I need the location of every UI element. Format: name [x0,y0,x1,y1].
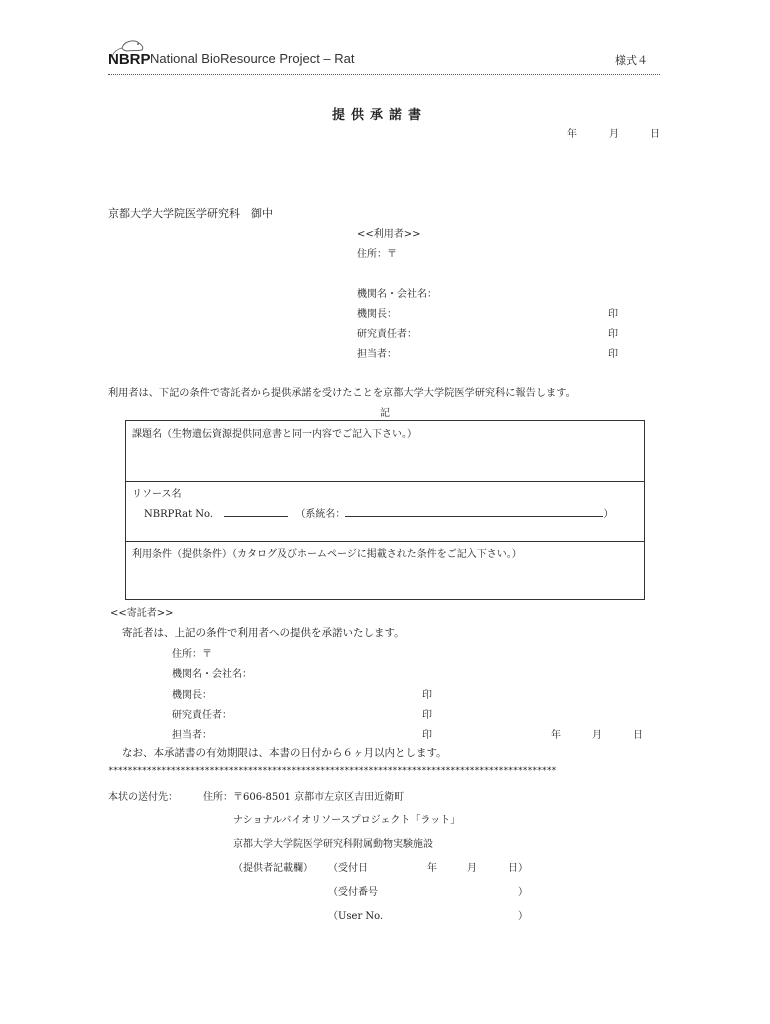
table-divider [126,541,644,542]
depositor-date-day: 日 [633,730,643,741]
depositor-head-seal: 印 [422,690,432,701]
received-date-year: 年 [427,863,437,874]
nbrprat-no-label: NBRPRat No. [144,509,214,520]
project-title-label: 課題名（生物遺伝資源提供同意書と同一内容でご記入下さい。） [132,429,417,440]
depositor-head-field[interactable]: 機関長： [172,690,212,701]
depositor-sentence: 寄託者は、上記の条件で利用者への提供を承諾いたします。 [122,627,405,639]
provider-fields-label: （提供者記載欄） [233,863,313,874]
depositor-address-field[interactable]: 住所：〒 [172,649,212,660]
date-month-label: 月 [609,129,619,140]
user-pi-field[interactable]: 研究責任者： [357,329,417,340]
strain-name-label: （系統名： [295,509,346,520]
user-address-field[interactable]: 住所：〒 [357,249,397,260]
send-to-line3: 京都大学大学院医学研究科附属動物実験施設 [233,839,433,850]
depositor-date-month: 月 [592,730,602,741]
user-head-seal: 印 [608,309,618,320]
user-org-name-field[interactable]: 機関名・会社名： [357,289,437,300]
date-day-label: 日 [650,129,660,140]
depositor-contact-seal: 印 [422,730,432,741]
depositor-pi-field[interactable]: 研究責任者： [172,710,232,721]
user-no-close: ） [518,911,528,922]
nbrp-logo [108,36,150,66]
received-date-month: 月 [467,863,477,874]
user-contact-field[interactable]: 担当者： [357,349,397,360]
user-pi-seal: 印 [608,329,618,340]
resource-name-label: リソース名 [132,489,182,500]
form-number: 様式４ [615,54,648,67]
document-title: 提供承諾書 [332,108,428,123]
send-to-address: 住所：〒606-8501 京都市左京区吉田近衛町 [203,792,405,803]
received-date-day: 日） [508,863,528,874]
depositor-pi-seal: 印 [422,710,432,721]
logo-text: NBRP [108,51,150,66]
depositor-date-year: 年 [551,730,561,741]
strain-name-input[interactable] [345,506,603,517]
date-year-label: 年 [567,129,577,140]
validity-note: なお、本承諾書の有効期限は、本書の日付から６ヶ月以内とします。 [122,747,447,759]
depositor-heading: <<寄託者>> [110,608,174,619]
nbrprat-no-input[interactable] [224,506,288,517]
user-contact-seal: 印 [608,349,618,360]
addressee: 京都大学大学院医学研究科 御中 [108,207,273,220]
user-no-label: （User No. [328,911,384,922]
received-date-label: （受付日 [328,863,368,874]
send-to-label: 本状の送付先： [108,792,178,803]
report-sentence: 利用者は、下記の条件で寄託者から提供承諾を受けたことを京都大学大学院医学研究科に報告します。 [108,388,576,399]
strain-name-close: ） [603,509,614,520]
nbrprat-no-row [144,505,613,520]
user-head-field[interactable]: 機関長： [357,309,397,320]
depositor-org-name-field[interactable]: 機関名・会社名： [172,669,252,680]
table-divider [126,481,644,482]
usage-conditions-label: 利用条件（提供条件）（カタログ及びホームページに掲載された条件をご記入下さい。） [132,549,522,560]
received-number-label: （受付番号 [328,887,378,898]
send-to-line2: ナショナルバイオリソースプロジェクト「ラット」 [233,815,461,826]
header-divider [108,74,660,75]
star-separator: ********************************************************************************************* [108,766,557,776]
header-title: National BioResource Project – Rat [150,51,355,66]
user-heading: <<利用者>> [357,229,421,240]
received-number-close: ） [518,887,528,898]
rat-icon [108,36,150,66]
depositor-contact-field[interactable]: 担当者： [172,730,212,741]
ki-label: 記 [380,408,390,419]
